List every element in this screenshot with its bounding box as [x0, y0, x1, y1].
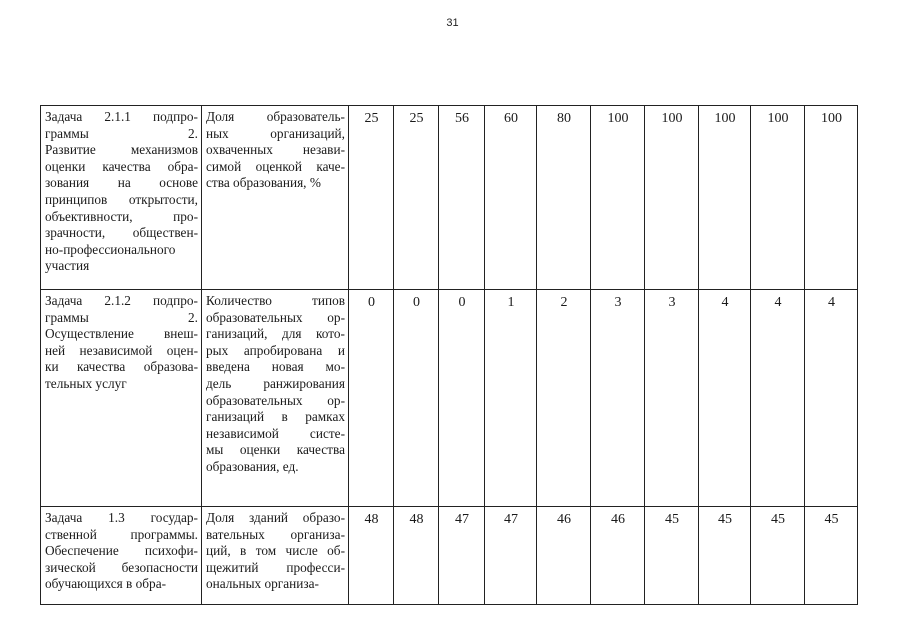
- task-line: Задача 1.3 государ-: [45, 510, 198, 525]
- value-cell: 4: [805, 290, 858, 507]
- task-line: граммы 2.: [45, 309, 198, 325]
- indicator-line: введена новая мо-: [206, 359, 345, 375]
- indicator-line: ций, в том числе об-: [206, 543, 345, 559]
- indicator-line: ных организаций,: [206, 125, 345, 141]
- value-cell: 3: [645, 290, 699, 507]
- value-cell: 2: [537, 290, 591, 507]
- indicator-line: ства образования, %: [206, 175, 321, 191]
- indicator-line: мы оценки качества: [206, 442, 345, 458]
- indicator-line: образовательных ор-: [206, 392, 345, 408]
- task-cell: [41, 507, 202, 605]
- task-line: Осуществление внеш-: [45, 326, 198, 342]
- value-cell: 100: [699, 106, 751, 290]
- indicator-line: образования, ед.: [206, 458, 299, 474]
- value-cell: 0: [349, 290, 394, 507]
- value-cell: 4: [699, 290, 751, 507]
- indicator-cell: [202, 507, 349, 605]
- value-cell: 45: [751, 507, 805, 605]
- value-cell: 46: [537, 507, 591, 605]
- table-row: [41, 106, 858, 290]
- indicator-cell: [202, 290, 349, 507]
- task-line: граммы 2.: [45, 125, 198, 141]
- indicator-line: Количество типов: [206, 293, 345, 308]
- task-line: зования на основе: [45, 175, 198, 191]
- indicator-line: вательных организа-: [206, 526, 345, 542]
- task-line: ственной программы.: [45, 526, 198, 542]
- task-line: зрачности, обществен-: [45, 225, 198, 241]
- indicator-line: рых апробирована и: [206, 342, 345, 358]
- value-cell: 25: [349, 106, 394, 290]
- task-line: участия: [45, 258, 90, 274]
- value-cell: 47: [439, 507, 485, 605]
- value-cell: 1: [485, 290, 537, 507]
- value-cell: 56: [439, 106, 485, 290]
- value-cell: 0: [394, 290, 439, 507]
- value-cell: 45: [645, 507, 699, 605]
- table-row: [41, 290, 858, 507]
- indicator-line: образовательных ор-: [206, 309, 345, 325]
- table-row: [41, 507, 858, 605]
- value-cell: 60: [485, 106, 537, 290]
- value-cell: 0: [439, 290, 485, 507]
- task-line: обучающихся в обра-: [45, 576, 167, 592]
- task-line: тельных услуг: [45, 375, 127, 391]
- task-line: ки качества образова-: [45, 359, 198, 375]
- value-cell: 48: [394, 507, 439, 605]
- task-cell: [41, 106, 202, 290]
- value-cell: 100: [645, 106, 699, 290]
- value-cell: 100: [591, 106, 645, 290]
- value-cell: 47: [485, 507, 537, 605]
- task-line: ней независимой оцен-: [45, 342, 198, 358]
- task-line: но-профессионального: [45, 241, 176, 257]
- value-cell: 45: [699, 507, 751, 605]
- task-line: Задача 2.1.1 подпро-: [45, 109, 198, 124]
- value-cell: 46: [591, 507, 645, 605]
- value-cell: 3: [591, 290, 645, 507]
- value-cell: 45: [805, 507, 858, 605]
- indicator-line: ганизаций в рамках: [206, 409, 345, 425]
- task-line: объективности, про-: [45, 208, 198, 224]
- indicator-line: щежитий професси-: [206, 559, 345, 575]
- value-cell: 25: [394, 106, 439, 290]
- indicator-table: [40, 105, 858, 605]
- indicator-line: ональных организа-: [206, 576, 319, 592]
- task-line: Развитие механизмов: [45, 142, 198, 158]
- indicator-cell: [202, 106, 349, 290]
- indicator-line: Доля зданий образо-: [206, 510, 345, 525]
- value-cell: 100: [751, 106, 805, 290]
- task-cell: [41, 290, 202, 507]
- indicator-line: симой оценкой каче-: [206, 158, 345, 174]
- task-line: принципов открытости,: [45, 191, 198, 207]
- indicator-line: ганизаций, для кото-: [206, 326, 345, 342]
- task-line: зической безопасности: [45, 559, 198, 575]
- value-cell: 48: [349, 507, 394, 605]
- page-number: 31: [446, 17, 459, 29]
- task-line: оценки качества обра-: [45, 158, 198, 174]
- task-line: Обеспечение психофи-: [45, 543, 198, 559]
- indicator-line: Доля образователь-: [206, 109, 345, 124]
- indicator-line: дель ранжирования: [206, 375, 345, 391]
- task-line: Задача 2.1.2 подпро-: [45, 293, 198, 308]
- value-cell: 80: [537, 106, 591, 290]
- value-cell: 100: [805, 106, 858, 290]
- indicator-line: независимой систе-: [206, 425, 345, 441]
- indicator-line: охваченных незави-: [206, 142, 345, 158]
- value-cell: 4: [751, 290, 805, 507]
